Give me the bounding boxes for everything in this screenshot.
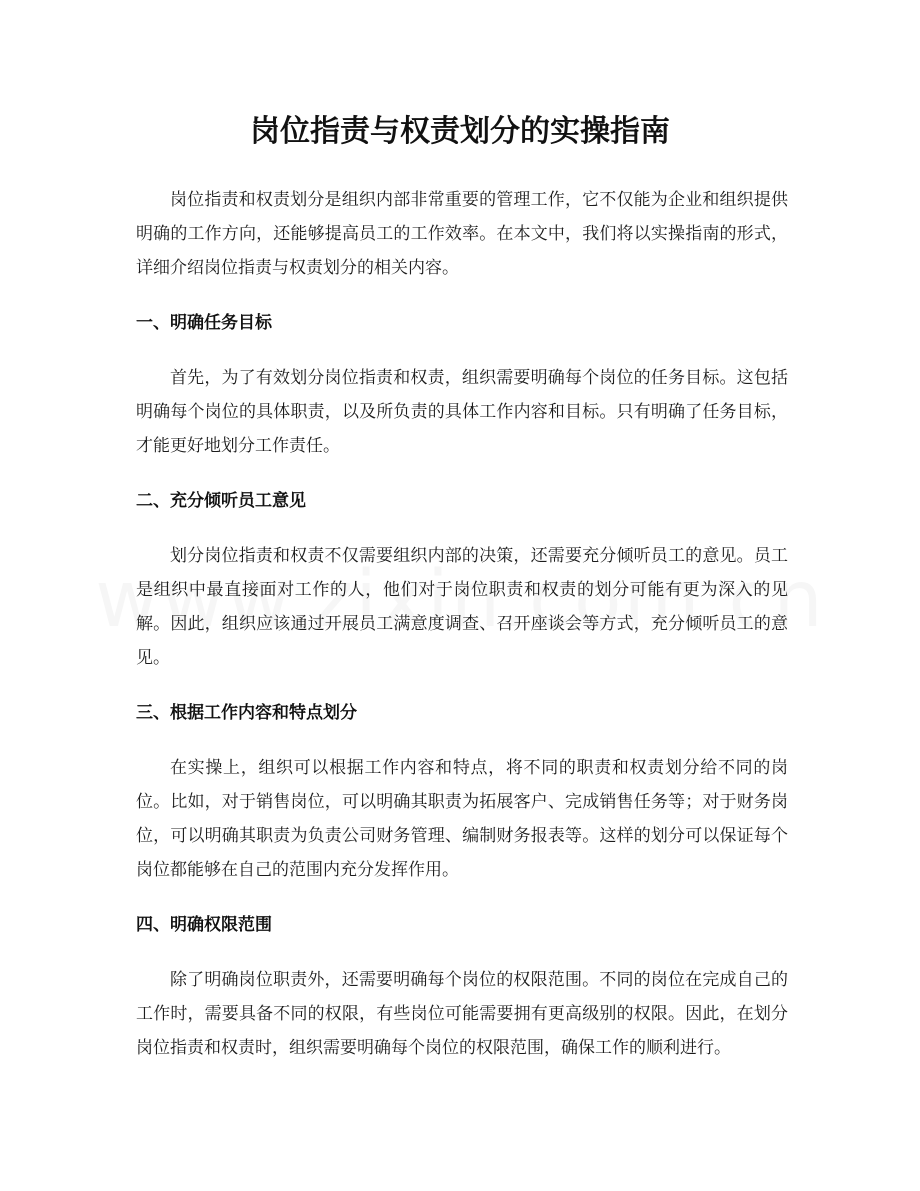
section-paragraph-2: 划分岗位指责和权责不仅需要组织内部的决策，还需要充分倾听员工的意见。员工是组织中最直接面对工作的人，他们对于岗位职责和权责的划分可能有更为深入的见解。因此，组织应该通过开展员工满意度调查、召开座谈会等方式，充分倾听员工的意见。 [136,546,788,668]
section-paragraph-1: 首先，为了有效划分岗位指责和权责，组织需要明确每个岗位的任务目标。这包括明确每个岗位的具体职责，以及所负责的具体工作内容和目标。只有明确了任务目标，才能更好地划分工作责任。 [136,368,788,456]
document-body [136,183,788,1065]
section-heading-2: 二、充分倾听员工意见 [136,491,306,511]
section-paragraph-3: 在实操上，组织可以根据工作内容和特点，将不同的职责和权责划分给不同的岗位。比如，对于销售岗位，可以明确其职责为拓展客户、完成销售任务等；对于财务岗位，可以明确其职责为负责公司财务管理、编制财务报表等。这样的划分可以保证每个岗位都能够在自己的范围内充分发挥作用。 [136,758,788,880]
section-heading-3: 三、根据工作内容和特点划分 [136,703,357,723]
section-heading-4: 四、明确权限范围 [136,915,272,935]
section-paragraph-4: 除了明确岗位职责外，还需要明确每个岗位的权限范围。不同的岗位在完成自己的工作时，需要具备不同的权限，有些岗位可能需要拥有更高级别的权限。因此，在划分岗位指责和权责时，组织需要明确每个岗位的权限范围，确保工作的顺利进行。 [136,970,788,1058]
intro-paragraph: 岗位指责和权责划分是组织内部非常重要的管理工作，它不仅能为企业和组织提供明确的工作方向，还能够提高员工的工作效率。在本文中，我们将以实操指南的形式，详细介绍岗位指责与权责划分的相关内容。 [136,190,788,278]
section-heading-1: 一、明确任务目标 [136,313,272,333]
document-title: 岗位指责与权责划分的实操指南 [250,114,670,149]
